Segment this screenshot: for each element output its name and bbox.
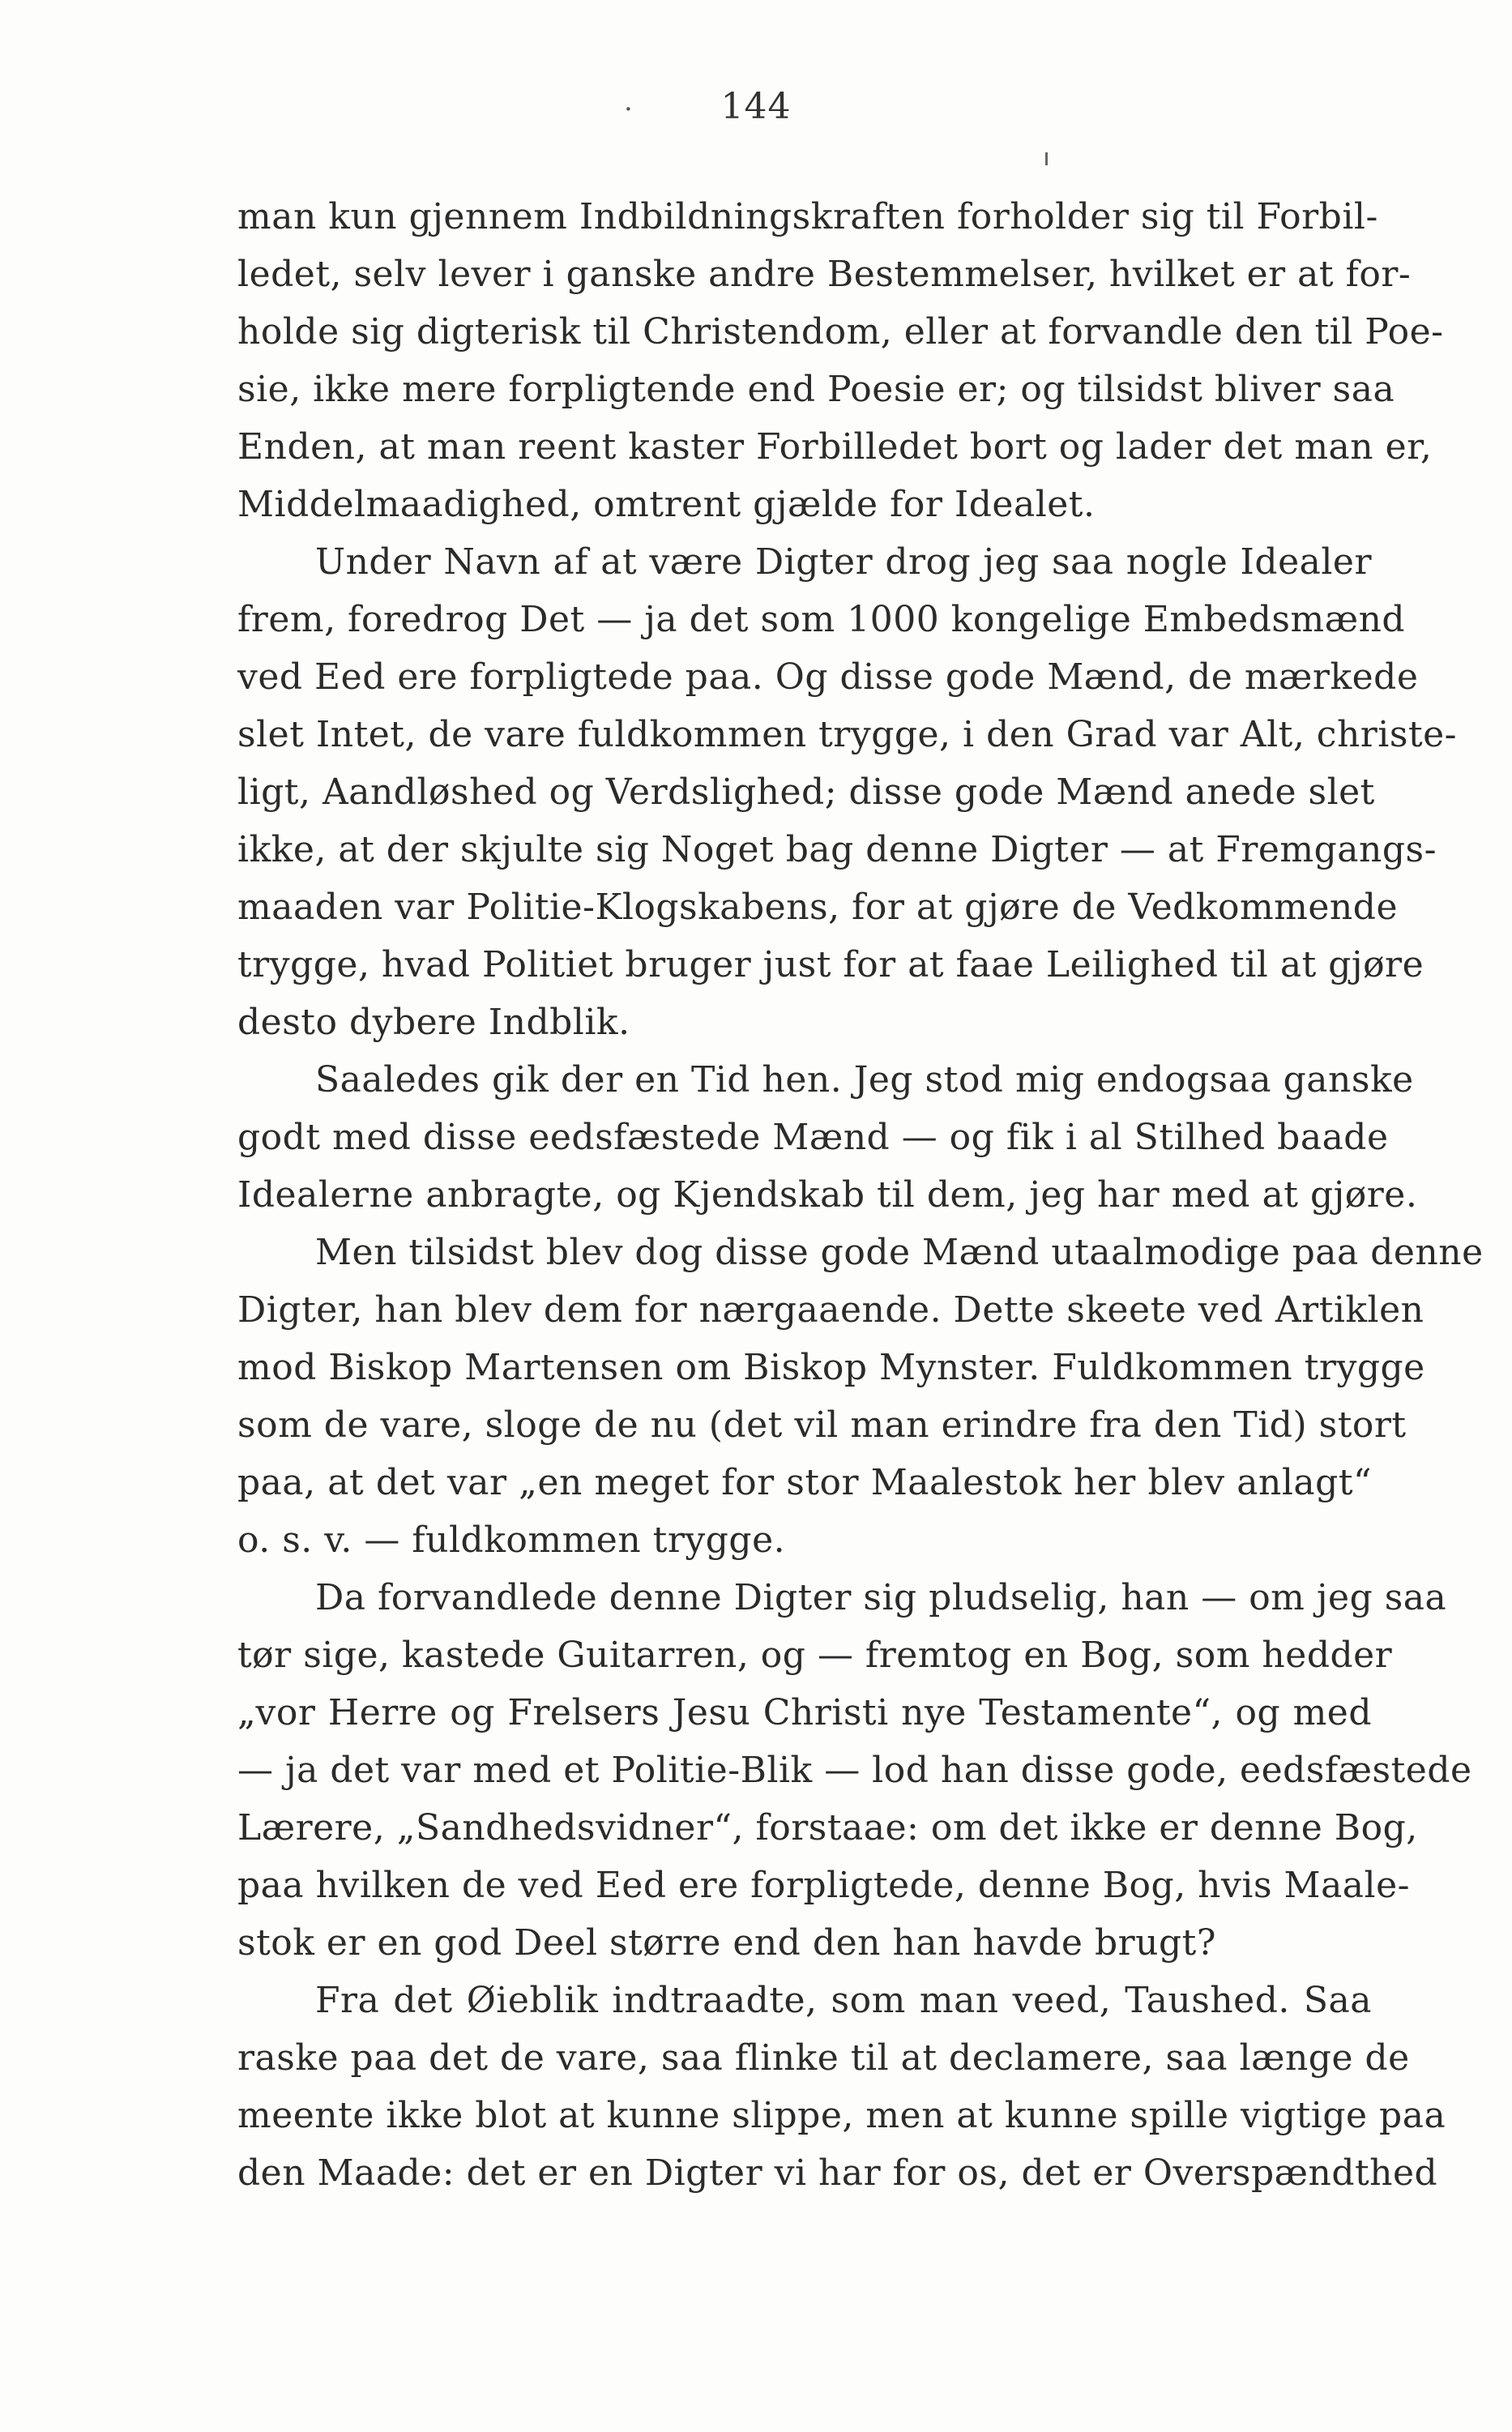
text-line: Saaledes gik der en Tid hen. Jeg stod mig endogsaa ganske (315, 1059, 1414, 1101)
text-line: man kun gjennem Indbildningskraften forholder sig til Forbil- (237, 196, 1378, 237)
text-line: Under Navn af at være Digter drog jeg saa nogle Idealer (315, 541, 1372, 583)
text-line: meente ikke blot at kunne slippe, men at kunne spille vigtige paa (237, 2095, 1446, 2136)
text-line: Middelmaadighed, omtrent gjælde for Idealet. (237, 484, 1096, 525)
text-line: Fra det Øieblik indtraadte, som man veed, Taushed. Saa (315, 1980, 1372, 2021)
text-line: paa hvilken de ved Eed ere forpligtede, denne Bog, hvis Maale- (237, 1865, 1411, 1906)
text-line: Digter, han blev dem for nærgaaende. Dette skeete ved Artiklen (237, 1289, 1424, 1331)
text-line: sie, ikke mere forpligtende end Poesie er; og tilsidst bliver saa (237, 369, 1395, 410)
text-line: mod Biskop Martensen om Biskop Mynster. Fuldkommen trygge (237, 1347, 1425, 1388)
text-line: paa, at det var „en meget for stor Maalestok her blev anlagt“ (237, 1462, 1372, 1503)
text-line: holde sig digterisk til Christendom, eller at forvandle den til Poe- (237, 311, 1444, 353)
text-line: Lærere, „Sandhedsvidner“, forstaae: om det ikke er denne Bog, (237, 1807, 1418, 1849)
text-line: raske paa det de vare, saa flinke til at declamere, saa længe de (237, 2037, 1410, 2079)
text-line: godt med disse eedsfæstede Mænd — og fik i al Stilhed baade (237, 1117, 1389, 1158)
text-line: o. s. v. — fuldkommen trygge. (237, 1519, 786, 1561)
text-line: frem, foredrog Det — ja det som 1000 kongelige Embedsmænd (237, 599, 1406, 640)
page-number: 144 (720, 86, 792, 127)
text-line: ved Eed ere forpligtede paa. Og disse gode Mænd, de mærkede (237, 656, 1419, 698)
text-line: slet Intet, de vare fuldkommen trygge, i den Grad var Alt, christe- (237, 714, 1458, 755)
text-line: stok er en god Deel større end den han havde brugt? (237, 1922, 1216, 1964)
text-line: ledet, selv lever i ganske andre Bestemmelser, hvilket er at for- (237, 254, 1412, 295)
printer-tick-mark (1045, 152, 1048, 165)
printer-mark: · (624, 93, 633, 126)
text-line: trygge, hvad Politiet bruger just for at faae Leilighed til at gjøre (237, 944, 1424, 985)
text-line: Enden, at man reent kaster Forbilledet bort og lader det man er, (237, 426, 1433, 468)
text-line: desto dybere Indblik. (237, 1002, 630, 1043)
text-line: som de vare, sloge de nu (det vil man erindre fra den Tid) stort (237, 1404, 1407, 1446)
text-line: Men tilsidst blev dog disse gode Mænd utaalmodige paa denne (315, 1232, 1484, 1273)
text-line: — ja det var med et Politie-Blik — lod han disse gode, eedsfæstede (237, 1750, 1472, 1791)
text-line: tør sige, kastede Guitarren, og — fremtog en Bog, som hedder (237, 1635, 1393, 1676)
text-line: ligt, Aandløshed og Verdslighed; disse gode Mænd anede slet (237, 771, 1375, 813)
text-line: ikke, at der skjulte sig Noget bag denne Digter — at Fremgangs- (237, 829, 1437, 870)
body-text (237, 188, 1484, 2202)
text-line: den Maade: det er en Digter vi har for os, det er Overspændthed (237, 2152, 1438, 2194)
text-line: Idealerne anbragte, og Kjendskab til dem, jeg har med at gjøre. (237, 1174, 1418, 1216)
text-line: „vor Herre og Frelsers Jesu Christi nye Testamente“, og med (237, 1692, 1372, 1733)
text-line: maaden var Politie-Klogskabens, for at gjøre de Vedkommende (237, 887, 1398, 928)
text-line: Da forvandlede denne Digter sig pludselig, han — om jeg saa (315, 1577, 1447, 1618)
